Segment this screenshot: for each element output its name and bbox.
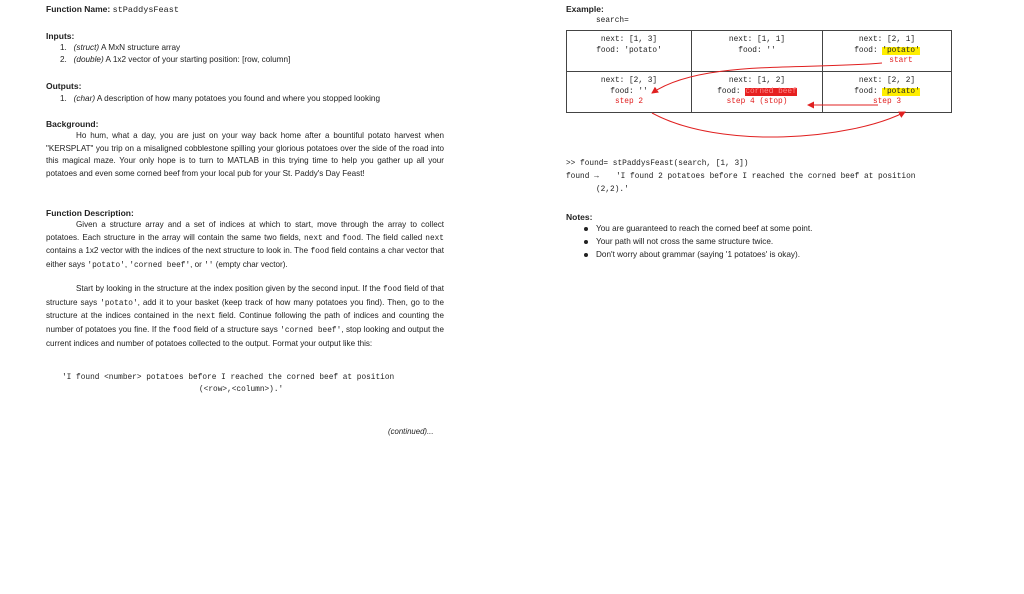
description-paragraph-2: Start by looking in the structure at the index position given by the second input. If the food field of that structure says 'potato', add it to your basket (keep track of how many potatoes you find). Then, go to the structure at the indices contained in the next field. Continue following the path of indices and counting the number of potatoes you fine. If the food field of a structure says 'corned beef', stop looking and output the current indices and number of potatoes collected to the output. Format your output like this:	[46, 284, 445, 348]
notes-list	[582, 223, 982, 261]
arrow-start-to-step2	[652, 63, 882, 93]
grid-cell: next: [1, 2] food: corned beef step 4 (stop)	[692, 72, 823, 113]
note-item: Don't worry about grammar (saying '1 potatoes' is okay).	[582, 249, 982, 262]
arrow-step2-to-step3	[652, 112, 905, 137]
background-heading: Background:	[46, 119, 99, 129]
note-item: Your path will not cross the same structure twice.	[582, 236, 982, 249]
outputs-heading: Outputs:	[46, 81, 82, 91]
description-paragraph-1: Given a structure array and a set of indices at which to start, move through the array to collect potatoes. Each structure in the array will contain the same two fields, next and food. The field called next contains a 1x2 vector with the indices of the next structure to look in. The food field contains a char vector that either says 'potato', 'corned beef', or '' (empty char vector).	[46, 220, 444, 271]
step-label: step 4 (stop)	[726, 98, 788, 107]
grid-cell: next: [2, 1] food: 'potato' start	[823, 31, 952, 72]
function-name: stPaddysFeast	[112, 5, 179, 15]
description-heading: Function Description:	[46, 208, 134, 218]
continued-note: (continued)...	[388, 427, 434, 436]
note-item: You are guaranteed to reach the corned beef at some point.	[582, 223, 982, 236]
step-label: step 2	[614, 98, 644, 107]
step-label: start	[889, 57, 913, 66]
example-result-prefix: found →	[566, 173, 599, 181]
grid-cell: next: [2, 3] food: '' step 2	[567, 72, 692, 113]
notes-heading: Notes:	[566, 212, 593, 222]
output-item: 1. (char) A description of how many potatoes you found and where you stopped looking	[60, 94, 381, 103]
grid-cell: next: [1, 1] food: ''	[692, 31, 823, 72]
background-text: Ho hum, what a day, you are just on your way back home after a bountiful potato harvest when "KERSPLAT" you trip on a misaligned cobblestone spilling your glorious potatoes over the side of the road into this magical maze. Your only hope is to turn to MATLAB in this trying time to help you gather up all your potatoes and even some corned beef from your local pub for your St. Paddy's Day Feast!	[46, 131, 444, 179]
example-result-line-1: 'I found 2 potatoes before I reached the corned beef at position	[616, 173, 916, 181]
example-call: >> found= stPaddysFeast(search, [1, 3])	[566, 160, 749, 168]
input-item: 2. (double) A 1x2 vector of your starting position: [row, column]	[60, 55, 291, 65]
step-label: step 3	[872, 98, 902, 107]
example-result-line-2: (2,2).'	[596, 186, 629, 194]
grid-cell: next: [1, 3] food: 'potato'	[567, 31, 692, 72]
function-name-label: Function Name:	[46, 4, 111, 14]
grid-cell: next: [2, 2] food: 'potato' step 3	[823, 72, 952, 113]
format-line-2: (<row>,<column>).'	[199, 386, 284, 394]
search-label: search=	[596, 17, 629, 25]
format-line-1: 'I found <number> potatoes before I reached the corned beef at position	[62, 374, 395, 382]
input-item: 1. (struct) A MxN structure array	[60, 43, 181, 52]
example-heading: Example:	[566, 4, 604, 14]
inputs-heading: Inputs:	[46, 31, 75, 41]
